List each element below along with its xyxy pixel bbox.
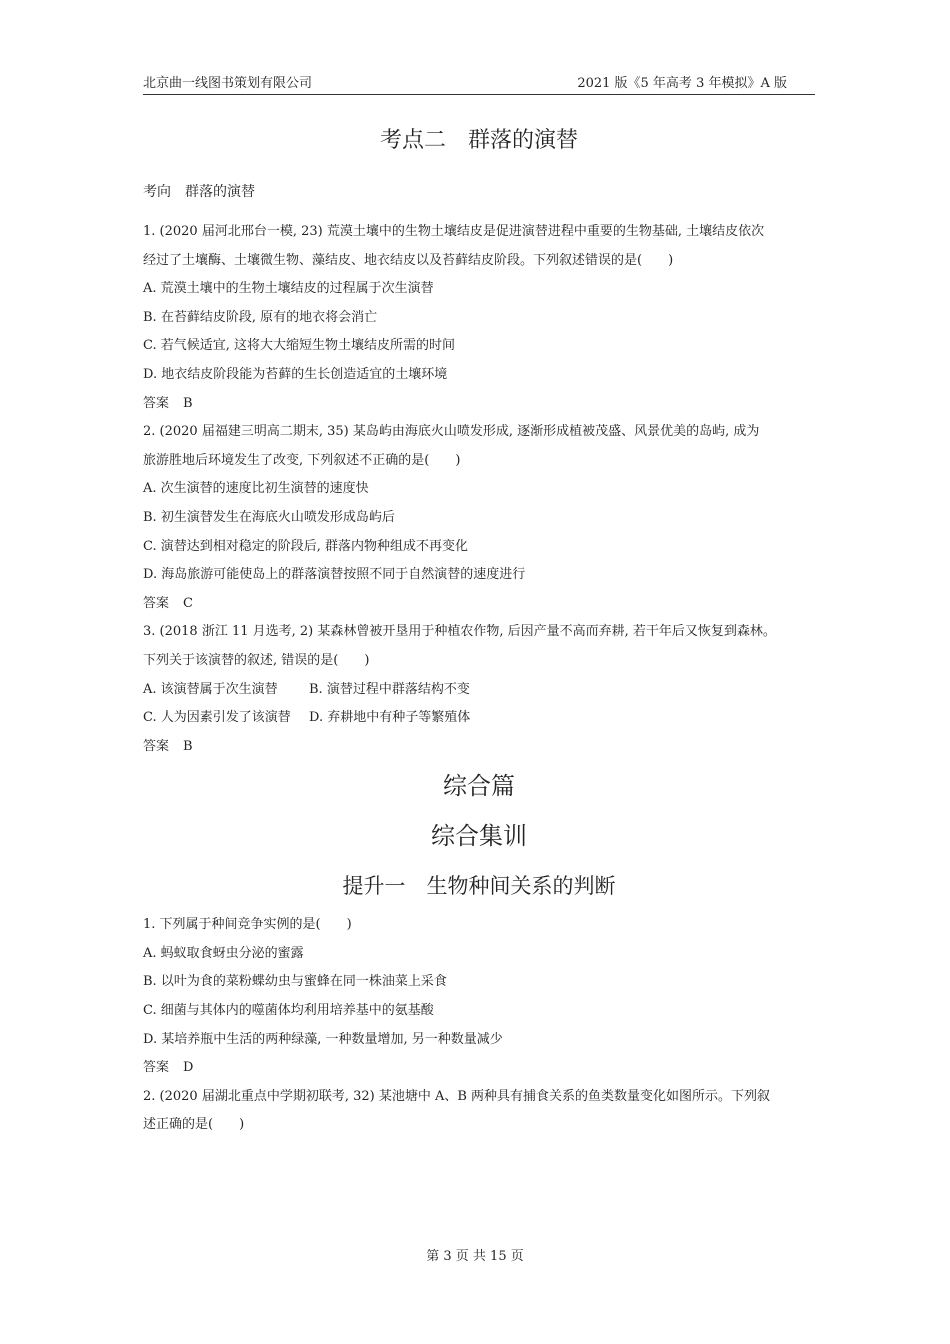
option-d: D. 某培养瓶中生活的两种绿藻, 一种数量增加, 另一种数量减少	[143, 1031, 503, 1047]
part-title: 综合篇	[443, 772, 515, 801]
question-4	[143, 911, 815, 1083]
option-a: A. 次生演替的速度比初生演替的速度快	[143, 481, 369, 497]
answer-label: 答案	[143, 395, 170, 411]
option-b: B. 以叶为食的菜粉蝶幼虫与蜜蜂在同一株油菜上采食	[143, 974, 447, 990]
option-b: B. 演替过程中群落结构不变	[309, 681, 470, 697]
option-a: A. 该演替属于次生演替	[143, 681, 278, 697]
question-stem: 旅游胜地后环境发生了改变, 下列叙述不正确的是( )	[143, 452, 461, 468]
question-stem: 3. (2018 浙江 11 月选考, 2) 某森林曾被开垦用于种植农作物, 后因产量不高而弃耕, 若干年后又恢复到森林。	[143, 624, 776, 640]
option-c: C. 若气候适宜, 这将大大缩短生物土壤结皮所需的时间	[143, 338, 456, 354]
question-3	[143, 618, 815, 761]
answer-label: 答案	[143, 595, 170, 611]
option-d: D. 弃耕地中有种子等繁殖体	[309, 710, 471, 726]
answer	[143, 733, 815, 762]
answer-label: 答案	[143, 1060, 170, 1076]
answer-value: D	[183, 1060, 194, 1076]
options-row	[143, 676, 815, 705]
section-subtitle: 考向 群落的演替	[143, 184, 255, 200]
option-c: C. 演替达到相对稳定的阶段后, 群落内物种组成不再变化	[143, 538, 469, 554]
answer-value: C	[183, 595, 193, 611]
option-b: B. 初生演替发生在海底火山喷发形成岛屿后	[143, 509, 395, 525]
option-c: C. 人为因素引发了该演替	[143, 710, 291, 726]
answer-value: B	[183, 738, 193, 754]
answer-label: 答案	[143, 738, 170, 754]
topic-title: 提升一 生物种间关系的判断	[342, 874, 616, 899]
answer	[143, 1054, 815, 1083]
option-a: A. 蚂蚁取食蚜虫分泌的蜜露	[143, 945, 304, 961]
section-title: 考点二 群落的演替	[379, 128, 578, 153]
question-5	[143, 1083, 815, 1140]
collection-title: 综合集训	[431, 822, 527, 851]
page-content	[143, 126, 815, 1140]
option-b: B. 在苔藓结皮阶段, 原有的地衣将会消亡	[143, 309, 378, 325]
answer-value: B	[183, 395, 193, 411]
answer	[143, 590, 815, 619]
option-a: A. 荒漠土壤中的生物土壤结皮的过程属于次生演替	[143, 281, 434, 297]
option-c: C. 细菌与其体内的噬菌体均利用培养基中的氨基酸	[143, 1003, 434, 1019]
options-row	[143, 704, 815, 733]
option-d: D. 地衣结皮阶段能为苔藓的生长创造适宜的土壤环境	[143, 366, 448, 382]
option-d: D. 海岛旅游可能使岛上的群落演替按照不同于自然演替的速度进行	[143, 567, 526, 583]
question-stem: 2. (2020 届湖北重点中学期初联考, 32) 某池塘中 A、B 两种具有捕食关系的鱼类数量变化如图所示。下列叙	[143, 1088, 771, 1104]
question-stem: 经过了土壤酶、土壤微生物、藻结皮、地衣结皮以及苔藓结皮阶段。下列叙述错误的是( )	[143, 252, 674, 268]
question-1	[143, 218, 815, 418]
question-2	[143, 418, 815, 618]
page-number: 第 3 页 共 15 页	[426, 1249, 524, 1264]
page-header	[143, 72, 815, 95]
question-stem: 下列关于该演替的叙述, 错误的是( )	[143, 652, 370, 668]
publisher-name: 北京曲一线图书策划有限公司	[143, 76, 313, 91]
question-stem: 述正确的是( )	[143, 1117, 245, 1133]
question-stem: 1. 下列属于种间竞争实例的是( )	[143, 917, 352, 933]
question-stem: 1. (2020 届河北邢台一模, 23) 荒漠土壤中的生物土壤结皮是促进演替进程中重要的生物基础, 土壤结皮依次	[143, 224, 765, 239]
book-title: 2021 版《5 年高考 3 年模拟》A 版	[577, 76, 787, 91]
question-stem: 2. (2020 届福建三明高二期末, 35) 某岛屿由海底火山喷发形成, 逐渐形成植被茂盛、风景优美的岛屿, 成为	[143, 424, 760, 440]
answer	[143, 390, 815, 419]
